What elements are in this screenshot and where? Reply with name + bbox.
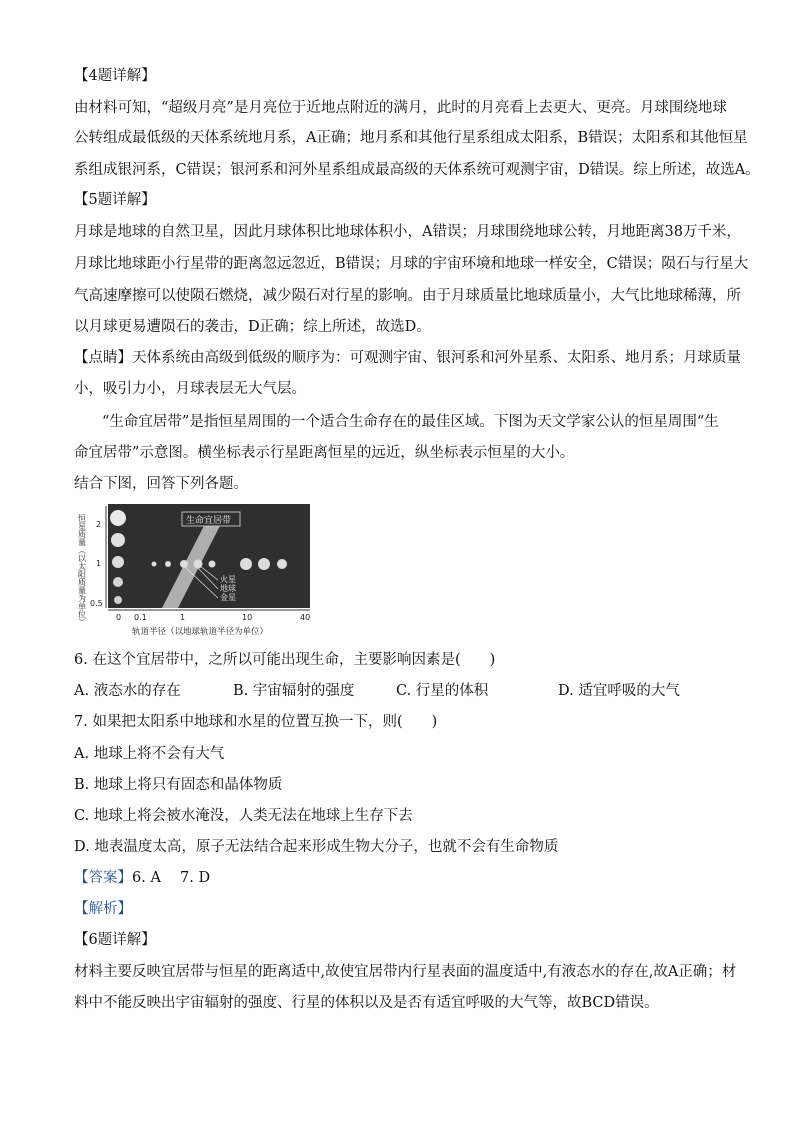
- tip-line: 【点睛】天体系统由高级到低级的顺序为：可观测宇宙、银河系和河外星系、太阳系、地月系；月球质量: [74, 350, 741, 366]
- planet-label-venus: 金星: [220, 593, 236, 602]
- paragraph-line: 由材料可知，“超级月亮”是月亮位于近地点附近的满月，此时的月亮看上去更大、更亮。月球围绕地球: [74, 100, 727, 116]
- paragraph-line: 系组成银河系，C错误；银河系和河外星系组成最高级的天体系统可观测宇宙，D错误。综上所述，故选A。: [74, 162, 760, 178]
- star: [113, 577, 123, 587]
- section-heading-q4: 【4题详解】: [74, 68, 156, 84]
- y-tick: 2: [96, 520, 102, 529]
- habitable-zone-diagram: [74, 500, 324, 640]
- q7-option-b: B. 地球上将只有固态和晶体物质: [74, 777, 283, 793]
- x-tick: 10: [242, 613, 253, 622]
- planet-dot: [277, 559, 287, 569]
- paragraph-line: 材料主要反映宜居带与恒星的距离适中,故使宜居带内行星表面的温度适中,有液态水的存在,故A正确；材: [74, 964, 737, 980]
- intro-line: 结合下图，回答下列各题。: [74, 476, 248, 492]
- x-tick: 1: [180, 613, 186, 622]
- answer-line: [74, 868, 210, 888]
- star: [110, 510, 126, 526]
- paragraph-line: 公转组成最低级的天体系统地月系，A正确；地月系和其他行星系组成太阳系，B错误；太阳系和其他恒星: [74, 130, 748, 146]
- y-axis-label: 恒星质量（以太阳质量为单位）: [77, 514, 87, 626]
- q6-option-b: B. 宇宙辐射的强度: [233, 683, 355, 699]
- section-heading-q6: 【6题详解】: [74, 932, 156, 948]
- planet-dot: [258, 558, 270, 570]
- star: [114, 596, 122, 604]
- answer-text: 6. A 7. D: [132, 870, 211, 886]
- intro-line: 命宜居带”示意图。横坐标表示行星距离恒星的远近，纵坐标表示恒星的大小。: [74, 445, 575, 461]
- tip-line: 小，吸引力小，月球表层无大气层。: [74, 381, 306, 397]
- answer-label: 【答案】: [74, 870, 132, 886]
- question-7: 7. 如果把太阳系中地球和水星的位置互换一下，则( ): [74, 714, 438, 730]
- q6-option-a: A. 液态水的存在: [74, 683, 181, 699]
- section-heading-q5: 【5题详解】: [74, 192, 156, 208]
- planet-dot: [165, 561, 171, 567]
- planet-dot: [152, 562, 157, 567]
- x-tick: 0: [116, 613, 122, 622]
- planet-dot: [209, 561, 216, 568]
- star: [111, 533, 125, 547]
- planet-label-earth: 地球: [220, 584, 236, 593]
- y-tick: 0.5: [90, 599, 103, 608]
- x-axis-label: 轨道半径（以地球轨道半径为单位）: [132, 627, 269, 637]
- q7-option-d: D. 地表温度太高，原子无法结合起来形成生物大分子，也就不会有生命物质: [74, 839, 559, 855]
- paragraph-line: 气高速摩擦可以使陨石燃烧，减少陨石对行星的影响。由于月球质量比地球质量小，大气比地球稀薄，所: [74, 288, 741, 304]
- x-tick: 0.1: [134, 613, 147, 622]
- paragraph-line: 料中不能反映出宇宙辐射的强度、行星的体积以及是否有适宜呼吸的大气等，故BCD错误。: [74, 995, 659, 1011]
- habitable-zone-figure: [74, 500, 324, 640]
- question-6: 6. 在这个宜居带中，之所以可能出现生命，主要影响因素是( ): [74, 652, 496, 668]
- analysis-label: 【解析】: [74, 901, 132, 917]
- q7-option-a: A. 地球上将不会有大气: [74, 746, 225, 762]
- q7-option-c: C. 地球上将会被水淹没，人类无法在地球上生存下去: [74, 808, 413, 824]
- paragraph-line: 月球是地球的自然卫星，因此月球体积比地球体积小，A错误；月球围绕地球公转，月地距离38万千米，: [74, 224, 741, 240]
- q6-option-c: C. 行星的体积: [396, 683, 489, 699]
- x-tick: 40: [300, 613, 311, 622]
- paragraph-line: 月球比地球距小行星带的距离忽远忽近，B错误；月球的宇宙环境和地球一样安全，C错误；陨石与行星大: [74, 256, 749, 272]
- planet-dot: [180, 560, 188, 568]
- y-tick: 1: [96, 559, 102, 568]
- band-label: 生命宜居带: [186, 516, 232, 526]
- paragraph-line: 以月球更易遭陨石的袭击，D正确；综上所述，故选D。: [74, 319, 431, 335]
- star: [112, 556, 124, 568]
- q6-option-d: D. 适宜呼吸的大气: [558, 683, 680, 699]
- planet-dot: [240, 558, 252, 570]
- planet-label-mars: 火星: [220, 575, 236, 584]
- intro-line: “生命宜居带”是指恒星周围的一个适合生命存在的最佳区域。下图为天文学家公认的恒星周围“生: [102, 414, 719, 430]
